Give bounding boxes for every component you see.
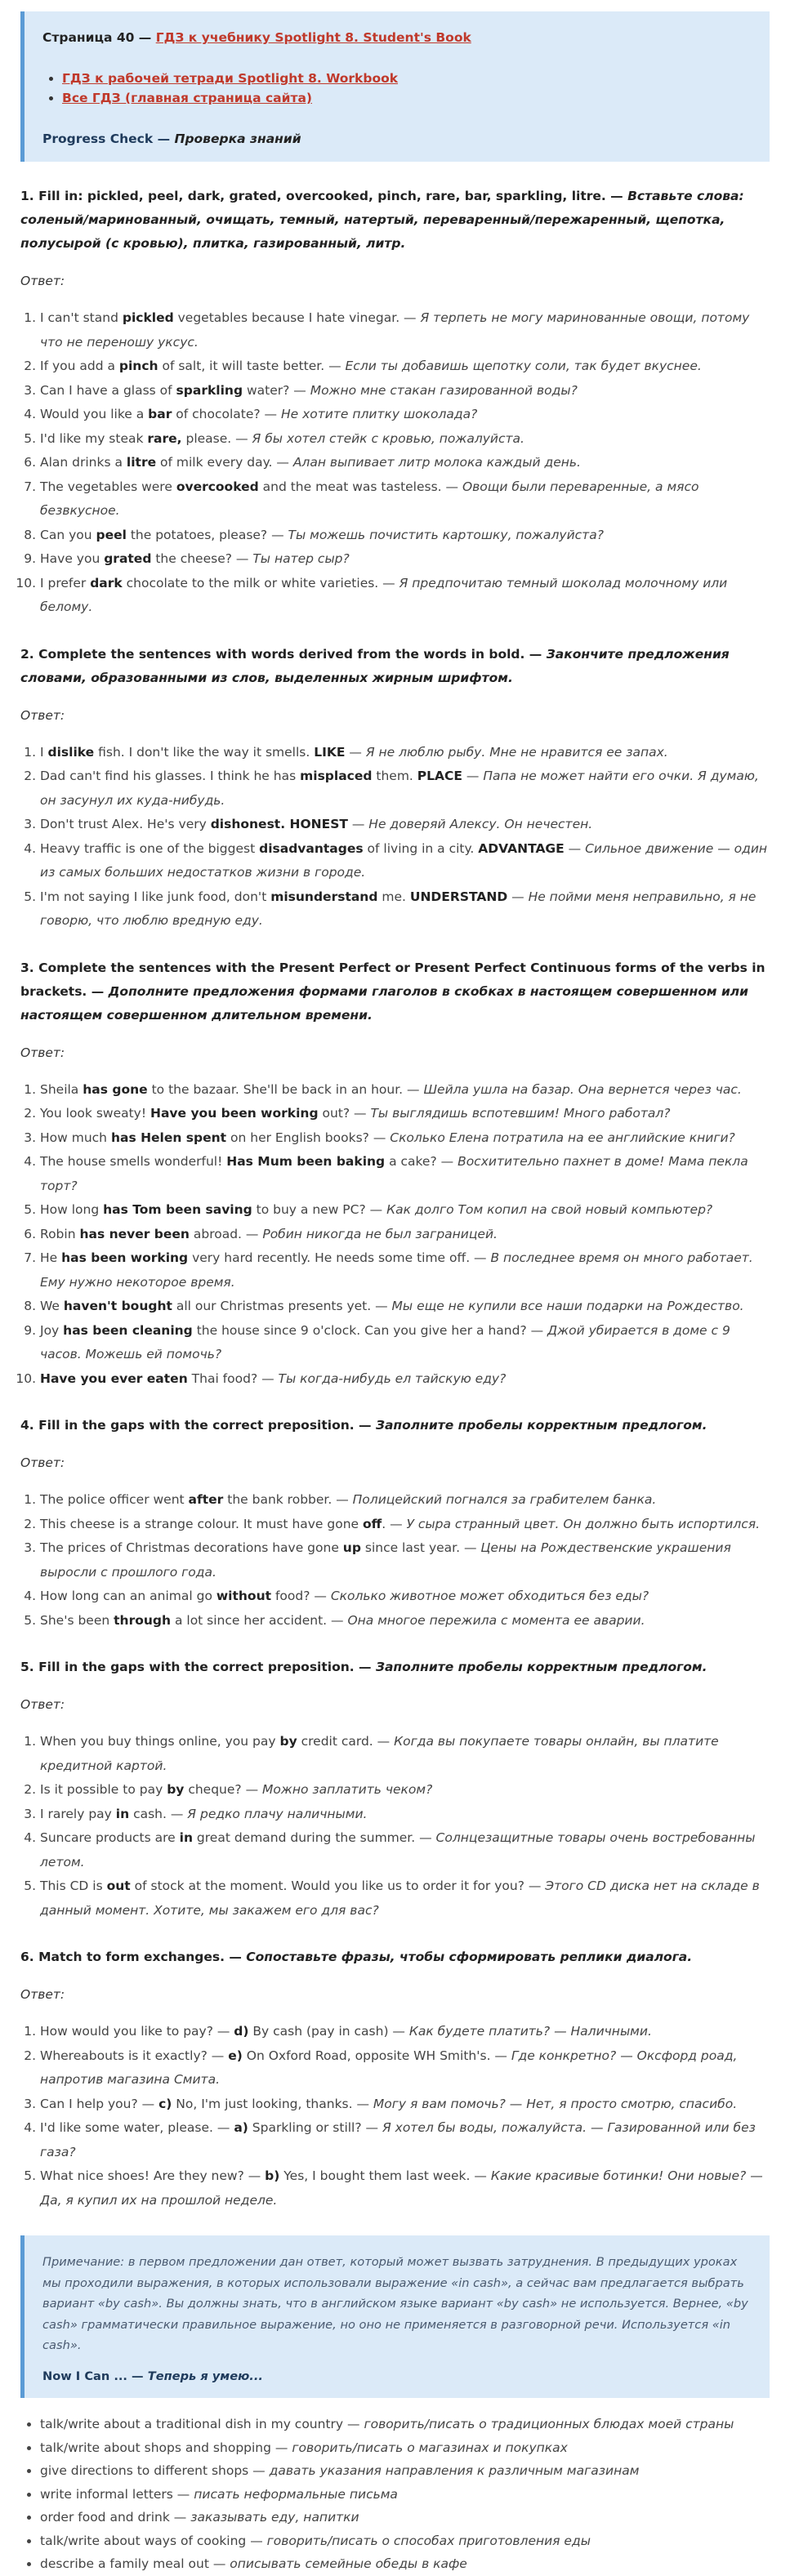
- answer-item: [40, 1102, 770, 1126]
- answer-translation: Алан выпивает литр молока каждый день.: [292, 455, 581, 470]
- answer-highlight: bar: [148, 407, 172, 421]
- answer-text: She's been: [40, 1612, 114, 1628]
- answer-text: vegetables because I hate vinegar. —: [173, 310, 421, 325]
- answer-text: I'd like some water, please. —: [40, 2120, 234, 2135]
- exercise-title-ru: Вставьте слова: соленый/маринованный, очищать, темный, натертый, переваренный/пережаренный, щепотка, полусырой (с кровью), плитка, газированный, литр.: [20, 189, 744, 251]
- now-i-can-ru: Теперь я умею...: [147, 2369, 263, 2383]
- answer-highlight: has been working: [61, 1250, 189, 1265]
- answer-translation: Полицейский погнался за грабителем банка.: [352, 1492, 657, 1507]
- answer-item: [40, 1536, 770, 1584]
- answer-highlight: off: [363, 1516, 382, 1531]
- answer-translation: Не доверяй Алексу. Он нечестен.: [368, 817, 593, 831]
- answer-item: [40, 2116, 770, 2164]
- exercises: [20, 185, 770, 2213]
- answer-highlight: Have you been working: [150, 1106, 319, 1121]
- answer-text: cash. —: [129, 1806, 188, 1821]
- answer-item: [40, 547, 770, 572]
- answer-text: credit card. —: [297, 1734, 395, 1749]
- answer-item: [40, 1584, 770, 1609]
- answer-highlight: dislike: [47, 744, 95, 760]
- answer-text: —: [347, 817, 369, 831]
- answer-item: [40, 451, 770, 475]
- answer-text: Don't trust Alex. He's very: [40, 817, 211, 831]
- now-i-can-heading: [42, 2366, 752, 2387]
- home-link[interactable]: Все ГДЗ (главная страница сайта): [62, 91, 312, 105]
- answer-text: food? —: [271, 1589, 331, 1603]
- skill-item: [40, 2552, 770, 2576]
- header-box: [20, 11, 770, 162]
- skill-ru: говорить/писать о магазинах и покупках: [292, 2440, 568, 2455]
- answer-translation: Она многое пережила с момента ее аварии.: [347, 1612, 645, 1628]
- answer-text: a lot since her accident. —: [171, 1612, 348, 1628]
- answer-highlight: grated: [104, 551, 152, 566]
- answer-highlight: has gone: [83, 1081, 148, 1097]
- answer-highlight: without: [216, 1589, 272, 1603]
- exercise-title-ru: Заполните пробелы корректным предлогом.: [375, 1660, 707, 1674]
- answer-highlight: LIKE: [314, 744, 346, 760]
- answer-item: [40, 1367, 770, 1392]
- skill-item: [40, 2459, 770, 2483]
- answer-highlight: UNDERSTAND: [409, 889, 508, 904]
- answer-item: [40, 1874, 770, 1923]
- answer-text: Can I help you? —: [40, 2096, 159, 2111]
- answer-translation: Солнцезащитные товары очень востребованны летом.: [40, 1830, 756, 1870]
- answer-label: Ответ:: [20, 1697, 65, 1712]
- answer-translation: Если ты добавишь щепотку соли, так будет вкуснее.: [345, 359, 702, 373]
- exercise-heading: [20, 1656, 770, 1679]
- exercise-title-en: 1. Fill in: pickled, peel, dark, grated, overcooked, pinch, rare, bar, sparkling, litre. —: [20, 189, 628, 203]
- answer-text: of milk every day. —: [156, 455, 293, 470]
- answer-translation: Могу я вам помочь? — Нет, я просто смотрю, спасибо.: [373, 2096, 738, 2111]
- answer-text: a cake? —: [385, 1154, 458, 1169]
- answer-text: on her English books? —: [226, 1130, 391, 1145]
- answer-highlight: overcooked: [176, 479, 259, 494]
- answer-text: This CD is: [40, 1879, 107, 1893]
- answer-text: the bank robber. —: [223, 1492, 353, 1507]
- answer-highlight: Have you ever eaten: [40, 1370, 188, 1386]
- progress-check-ru: Проверка знаний: [174, 131, 301, 146]
- answer-text: to the bazaar. She'll be back in an hour. —: [147, 1081, 424, 1097]
- answer-highlight: ADVANTAGE: [478, 840, 565, 856]
- answer-text: This cheese is a strange colour. It must have gone: [40, 1516, 364, 1531]
- skill-ru: писать неформальные письма: [194, 2486, 398, 2502]
- answer-text: The police officer went: [40, 1492, 189, 1507]
- answer-text: water? —: [243, 382, 310, 398]
- answer-item: [40, 1078, 770, 1103]
- answer-translation: Ты натер сыр?: [252, 551, 350, 566]
- answer-label: Ответ:: [20, 274, 65, 288]
- answer-item: [40, 572, 770, 620]
- answer-text: all our Christmas presents yet. —: [172, 1299, 392, 1313]
- note-text: Примечание: в первом предложении дан ответ, который может вызвать затруднения. В предыдущих уроках мы проходили выражения, в которых использовали выражение «in cash», а сейчас вам предлагается выбрать вариант «by cash». Вы должны знать, что в английском языке вариант «by cash» не используется. Вернее, «by cash» грамматически правильное выражение, но оно не применяется в разговорной речи. Используется «in cash».: [42, 2255, 748, 2352]
- skill-item: [40, 2413, 770, 2436]
- answer-item: [40, 1319, 770, 1367]
- answer-list: [20, 2020, 770, 2213]
- skills-list: [20, 2413, 770, 2576]
- progress-check-en: Progress Check —: [42, 131, 175, 146]
- answer-item: [40, 379, 770, 403]
- answer-text: Thai food? —: [187, 1370, 279, 1386]
- answer-text: fish. I don't like the way it smells.: [94, 744, 315, 760]
- answer-translation: Ты когда-нибудь ел тайскую еду?: [278, 1370, 507, 1386]
- answer-item: [40, 764, 770, 813]
- answer-text: Joy: [40, 1322, 64, 1338]
- skill-en: describe a family meal out —: [40, 2556, 230, 2571]
- exercise-title-ru: Дополните предложения формами глаголов в скобках в настоящем совершенном или настоящем совершенном длительном времени.: [20, 983, 749, 1023]
- answer-text: chocolate to the milk or white varieties. —: [122, 575, 399, 591]
- answer-list: [20, 1730, 770, 1923]
- answer-text: me.: [377, 889, 410, 904]
- answer-highlight: pinch: [118, 359, 158, 373]
- exercise-title-en: 4. Fill in the gaps with the correct preposition. —: [20, 1418, 376, 1433]
- answer-label: Ответ:: [20, 1987, 65, 2002]
- answer-text: Sparkling or still? —: [248, 2120, 382, 2135]
- answer-text: and the meat was tasteless. —: [258, 479, 462, 494]
- answer-text: I can't stand: [40, 310, 123, 325]
- student-book-link[interactable]: ГДЗ к учебнику Spotlight 8. Student's Book: [155, 30, 471, 45]
- answer-highlight: sparkling: [176, 382, 243, 398]
- answer-text: cheque? —: [184, 1782, 262, 1797]
- answer-text: What nice shoes! Are they new? —: [40, 2168, 266, 2183]
- page-line: [42, 28, 752, 47]
- answer-text: Is it possible to pay: [40, 1782, 167, 1797]
- answer-highlight: haven't bought: [63, 1299, 172, 1313]
- answer-item: [40, 741, 770, 765]
- answer-label: Ответ:: [20, 1045, 65, 1060]
- answer-text: —: [345, 744, 366, 760]
- answer-text: Can you: [40, 527, 96, 542]
- answer-text: He: [40, 1250, 62, 1265]
- answer-item: [40, 1778, 770, 1803]
- answer-item: [40, 2164, 770, 2213]
- answer-text: How long can an animal go: [40, 1589, 216, 1603]
- answer-highlight: after: [188, 1492, 224, 1507]
- answer-text: How would you like to pay? —: [40, 2024, 234, 2039]
- progress-check: [42, 129, 752, 149]
- answer-translation: Я не люблю рыбу. Мне не нравится ее запах.: [365, 744, 668, 760]
- answer-highlight: out: [106, 1879, 131, 1893]
- answer-text: If you add a: [40, 359, 119, 373]
- answer-text: Would you like a: [40, 407, 149, 421]
- answer-text: Heavy traffic is one of the biggest: [40, 840, 260, 856]
- skill-item: [40, 2506, 770, 2529]
- exercise-title-ru: Закончите предложения словами, образованными из слов, выделенных жирным шрифтом.: [20, 646, 730, 685]
- skill-en: talk/write about a traditional dish in my country —: [40, 2417, 364, 2431]
- answer-translation: Ты выглядишь вспотевшим! Много работал?: [370, 1106, 671, 1121]
- answer-list: [20, 741, 770, 934]
- answer-text: By cash (pay in cash) —: [248, 2024, 409, 2039]
- answer-translation: Сколько животное может обходиться без еды?: [330, 1589, 649, 1603]
- answer-translation: Когда вы покупаете товары онлайн, вы платите кредитной картой.: [40, 1734, 719, 1773]
- answer-translation: В последнее время он много работает. Ему нужно некоторое время.: [40, 1250, 753, 1290]
- page-prefix: Страница 40 —: [42, 30, 156, 45]
- answer-text: since last year. —: [360, 1540, 481, 1555]
- answer-text: —: [564, 840, 586, 856]
- answer-translation: Джой убирается в доме с 9 часов. Можешь ей помочь?: [40, 1322, 730, 1362]
- answer-highlight: disadvantages: [259, 840, 364, 856]
- answer-text: please. —: [181, 430, 252, 446]
- answer-highlight: in: [115, 1806, 130, 1821]
- exercise-heading: [20, 956, 770, 1027]
- exercise-title-ru: Сопоставьте фразы, чтобы сформировать реплики диалога.: [246, 1950, 693, 1964]
- answer-translation: Не хотите плитку шоколада?: [280, 407, 478, 421]
- answer-text: Yes, I bought them last week. —: [279, 2168, 491, 2183]
- answer-item: [40, 403, 770, 427]
- exercise-heading: [20, 643, 770, 690]
- answer-translation: Папа не может найти его очки. Я думаю, он засунул их куда-нибудь.: [40, 769, 759, 808]
- answer-list: [20, 1488, 770, 1633]
- answer-text: very hard recently. He needs some time off. —: [188, 1250, 491, 1265]
- skill-en: talk/write about ways of cooking —: [40, 2533, 267, 2548]
- answer-label: Ответ:: [20, 1455, 65, 1470]
- answer-text: I'd like my steak: [40, 430, 148, 446]
- answer-highlight: has Tom been saving: [103, 1202, 252, 1217]
- answer-text: Alan drinks a: [40, 455, 127, 470]
- answer-translation: Какие красивые ботинки! Они новые? — Да, я купил их на прошлой неделе.: [40, 2168, 763, 2208]
- answer-translation: Мы еще не купили все наши подарки на Рождество.: [391, 1299, 744, 1313]
- skill-ru: заказывать еду, напитки: [190, 2510, 359, 2525]
- answer-highlight: b): [265, 2168, 280, 2183]
- answer-item: [40, 475, 770, 524]
- skill-item: [40, 2529, 770, 2553]
- answer-item: [40, 1295, 770, 1319]
- answer-text: the house since 9 o'clock. Can you give her a hand? —: [192, 1322, 548, 1338]
- answer-translation: Сколько Елена потратила на ее английские книги?: [390, 1130, 735, 1145]
- answer-highlight: rare,: [147, 430, 182, 446]
- answer-translation: Как долго Том копил на свой новый компьютер?: [386, 1202, 713, 1217]
- answer-highlight: c): [158, 2096, 172, 2111]
- answer-highlight: has Helen spent: [110, 1130, 227, 1145]
- answer-list: [20, 306, 770, 620]
- answer-translation: Можно мне стакан газированной воды?: [310, 382, 578, 398]
- answer-translation: Я терпеть не могу маринованные овощи, потому что не переношу уксус.: [40, 310, 750, 350]
- answer-text: of chocolate? —: [172, 407, 281, 421]
- skill-item: [40, 2436, 770, 2460]
- answer-item: [40, 2020, 770, 2044]
- answer-text: I prefer: [40, 575, 91, 591]
- exercise-title-en: 5. Fill in the gaps with the correct preposition. —: [20, 1660, 376, 1674]
- answer-highlight: misplaced: [300, 769, 373, 783]
- exercise-title-en: 2. Complete the sentences with words derived from the words in bold. —: [20, 646, 547, 662]
- answer-item: [40, 2044, 770, 2092]
- answer-translation: Можно заплатить чеком?: [262, 1782, 433, 1797]
- answer-translation: У сыра странный цвет. Он должно быть испортился.: [406, 1516, 761, 1531]
- answer-highlight: peel: [96, 527, 127, 542]
- answer-item: [40, 1126, 770, 1151]
- answer-text: I: [40, 744, 48, 760]
- answer-text: Robin: [40, 1226, 80, 1241]
- note-box: [20, 2235, 770, 2398]
- answer-text: the cheese? —: [151, 551, 253, 566]
- now-i-can-en: Now I Can ... —: [42, 2369, 148, 2383]
- answer-text: of salt, it will taste better. —: [158, 359, 346, 373]
- answer-highlight: dark: [90, 575, 123, 591]
- answer-text: them.: [372, 769, 417, 783]
- answer-text: Dad can't find his glasses. I think he has: [40, 769, 301, 783]
- answer-text: I'm not saying I like junk food, don't: [40, 889, 271, 904]
- answer-highlight: by: [279, 1734, 297, 1749]
- answer-text: to buy a new PC? —: [252, 1202, 387, 1217]
- answer-highlight: PLACE: [417, 769, 462, 783]
- exercise-title-en: 3. Complete the sentences with the Present Perfect or Present Perfect Continuous forms of the verbs in brackets. —: [20, 960, 765, 999]
- answer-translation: Цены на Рождественские украшения выросли с прошлого года.: [40, 1540, 731, 1580]
- answer-highlight: misunderstand: [270, 889, 378, 904]
- answer-highlight: e): [228, 2048, 243, 2063]
- header-links: [42, 69, 752, 108]
- answer-item: [40, 1488, 770, 1513]
- answer-text: We: [40, 1299, 64, 1313]
- header-link-item: [62, 88, 752, 108]
- answer-highlight: by: [167, 1782, 185, 1797]
- answer-translation: Не пойми меня неправильно, я не говорю, что люблю вредную еду.: [40, 889, 757, 928]
- answer-text: Can I have a glass of: [40, 382, 176, 398]
- answer-translation: Как будете платить? — Наличными.: [408, 2024, 652, 2039]
- answer-text: No, I'm just looking, thanks. —: [172, 2096, 373, 2111]
- answer-translation: Овощи были переваренные, а мясо безвкусное.: [40, 479, 699, 518]
- answer-text: of living in a city.: [363, 840, 479, 856]
- answer-item: [40, 2092, 770, 2117]
- answer-item: [40, 354, 770, 379]
- answer-item: [40, 837, 770, 885]
- answer-highlight: has never been: [79, 1226, 190, 1241]
- answer-text: You look sweaty!: [40, 1106, 150, 1121]
- skill-item: [40, 2483, 770, 2507]
- answer-text: abroad. —: [189, 1226, 263, 1241]
- skill-ru: говорить/писать о традиционных блюдах моей страны: [364, 2417, 734, 2431]
- skill-en: talk/write about shops and shopping —: [40, 2440, 292, 2455]
- answer-highlight: up: [342, 1540, 361, 1555]
- answer-translation: Робин никогда не был заграницей.: [262, 1226, 498, 1241]
- exercise-heading: [20, 1414, 770, 1437]
- answer-item: [40, 1513, 770, 1537]
- answer-highlight: in: [179, 1830, 193, 1845]
- answer-text: out? —: [318, 1106, 371, 1121]
- answer-item: [40, 524, 770, 548]
- answer-text: The house smells wonderful!: [40, 1154, 227, 1169]
- answer-translation: Сильное движение — один из самых больших недостатков жизни в городе.: [40, 840, 768, 880]
- header-link-item: [62, 69, 752, 88]
- answer-translation: Где конкретно? — Оксфорд роад, напротив магазина Смита.: [40, 2048, 738, 2087]
- answer-highlight: litre: [126, 455, 157, 470]
- answer-text: . —: [382, 1516, 407, 1531]
- answer-item: [40, 813, 770, 837]
- answer-label: Ответ:: [20, 707, 65, 723]
- answer-text: Sheila: [40, 1081, 83, 1097]
- answer-text: The prices of Christmas decorations have gone: [40, 1540, 343, 1555]
- answer-highlight: through: [114, 1612, 172, 1628]
- answer-text: great demand during the summer. —: [192, 1830, 436, 1845]
- answer-item: [40, 1223, 770, 1247]
- answer-item: [40, 885, 770, 934]
- answer-highlight: dishonest. HONEST: [210, 817, 348, 831]
- answer-text: the potatoes, please? —: [126, 527, 288, 542]
- skill-en: order food and drink —: [40, 2510, 191, 2525]
- answer-translation: Я хотел бы воды, пожалуйста. — Газированной или без газа?: [40, 2120, 756, 2159]
- answer-text: How much: [40, 1130, 111, 1145]
- answer-item: [40, 1150, 770, 1198]
- answer-translation: Шейла ушла на базар. Она вернется через час.: [423, 1081, 742, 1097]
- answer-highlight: pickled: [122, 310, 174, 325]
- answer-text: The vegetables were: [40, 479, 176, 494]
- answer-text: On Oxford Road, opposite WH Smith's. —: [242, 2048, 511, 2063]
- answer-highlight: d): [234, 2024, 249, 2039]
- answer-item: [40, 1198, 770, 1223]
- answer-text: I rarely pay: [40, 1806, 116, 1821]
- answer-translation: Восхитительно пахнет в доме! Мама пекла торт?: [40, 1154, 748, 1193]
- answer-item: [40, 1609, 770, 1633]
- workbook-link[interactable]: ГДЗ к рабочей тетради Spotlight 8. Workbook: [62, 71, 399, 86]
- answer-translation: Ты можешь почистить картошку, пожалуйста?: [288, 527, 604, 542]
- answer-text: of stock at the moment. Would you like us to order it for you? —: [130, 1879, 546, 1893]
- answer-item: [40, 1803, 770, 1827]
- answer-item: [40, 1246, 770, 1295]
- answer-text: —: [462, 769, 484, 783]
- answer-item: [40, 427, 770, 452]
- answer-text: How long: [40, 1202, 104, 1217]
- exercise-title-ru: Заполните пробелы корректным предлогом.: [375, 1418, 707, 1433]
- answer-highlight: has been cleaning: [63, 1322, 193, 1338]
- answer-text: Suncare products are: [40, 1830, 180, 1845]
- skill-en: write informal letters —: [40, 2486, 194, 2502]
- exercise-title-en: 6. Match to form exchanges. —: [20, 1950, 247, 1964]
- answer-list: [20, 1078, 770, 1392]
- answer-translation: Я предпочитаю темный шоколад молочному или белому.: [40, 575, 728, 614]
- answer-item: [40, 306, 770, 354]
- answer-translation: Этого CD диска нет на складе в данный момент. Хотите, мы закажем его для вас?: [40, 1879, 760, 1918]
- answer-translation: Я бы хотел стейк с кровью, пожалуйста.: [252, 430, 524, 446]
- skill-en: give directions to different shops —: [40, 2463, 270, 2478]
- answer-translation: Я редко плачу наличными.: [187, 1806, 368, 1821]
- answer-highlight: a): [234, 2120, 248, 2135]
- skill-ru: описывать семейные обеды в кафе: [230, 2556, 467, 2571]
- answer-item: [40, 1730, 770, 1778]
- exercise-heading: [20, 1945, 770, 1969]
- answer-highlight: Has Mum been baking: [226, 1154, 386, 1169]
- answer-text: —: [507, 889, 529, 904]
- answer-text: When you buy things online, you pay: [40, 1734, 280, 1749]
- answer-item: [40, 1826, 770, 1874]
- answer-text: Have you: [40, 551, 105, 566]
- exercise-heading: [20, 185, 770, 256]
- skill-ru: говорить/писать о способах приготовления еды: [266, 2533, 591, 2548]
- skill-ru: давать указания направления к различным магазинам: [269, 2463, 640, 2478]
- answer-text: Whereabouts is it exactly? —: [40, 2048, 229, 2063]
